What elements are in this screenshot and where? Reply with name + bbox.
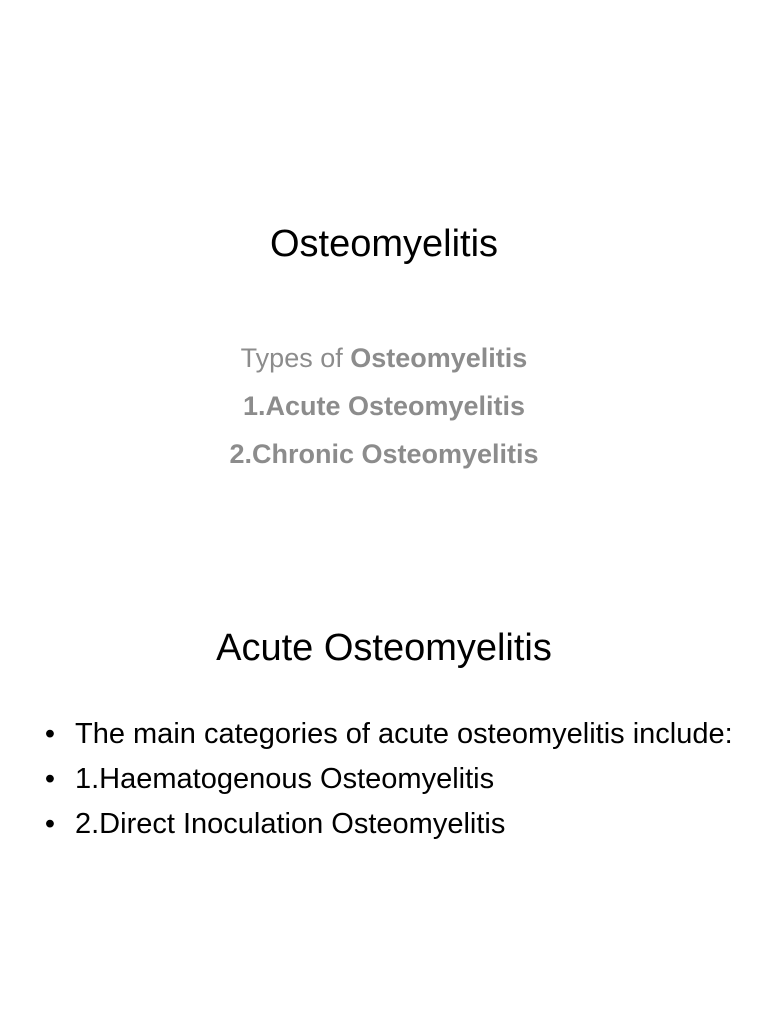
- subtitle-types-line: [0, 334, 768, 382]
- subtitle-types-bold: Osteomyelitis: [350, 343, 528, 373]
- list-item-text: 2.Direct Inoculation Osteomyelitis: [75, 808, 506, 840]
- subtitle-types-prefix: Types of: [240, 343, 351, 373]
- subtitle-item-acute: 1.Acute Osteomyelitis: [242, 391, 526, 421]
- bullet-list: [40, 716, 740, 851]
- bullet-icon: •: [44, 718, 56, 750]
- list-item: [40, 716, 740, 753]
- list-item: [40, 761, 740, 798]
- list-item-text: 1.Haematogenous Osteomyelitis: [75, 763, 495, 795]
- slide-acute-osteomyelitis: [0, 560, 768, 1024]
- bullet-icon: •: [44, 763, 56, 795]
- list-item-text: The main categories of acute osteomyelitis include:: [75, 718, 733, 750]
- slide-subtitle: [0, 334, 768, 478]
- list-item: [40, 806, 740, 843]
- slide-title: Acute Osteomyelitis: [216, 627, 552, 669]
- slide-title: Osteomyelitis: [269, 223, 499, 265]
- subtitle-item-chronic: 2.Chronic Osteomyelitis: [229, 439, 539, 469]
- bullet-icon: •: [44, 808, 56, 840]
